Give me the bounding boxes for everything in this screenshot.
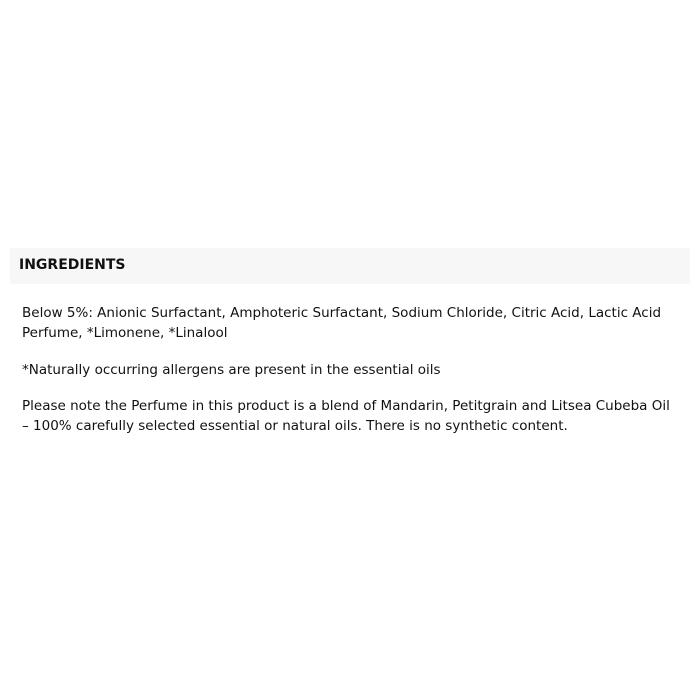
section-title: INGREDIENTS — [19, 257, 126, 273]
allergen-note: *Naturally occurring allergens are present in the essential oils — [22, 362, 441, 378]
perfume-note-line-1: Please note the Perfume in this product is a blend of Mandarin, Petitgrain and Litsea Cubeba Oil — [22, 398, 670, 414]
ingredients-header — [10, 248, 690, 284]
ingredients-list-line-1: Below 5%: Anionic Surfactant, Amphoteric Surfactant, Sodium Chloride, Citric Acid, Lactic Acid — [22, 305, 662, 321]
ingredients-list-line-2: Perfume, *Limonene, *Linalool — [22, 325, 228, 341]
ingredients-content — [22, 303, 692, 436]
perfume-note-line-2: – 100% carefully selected essential or natural oils. There is no synthetic content. — [22, 418, 568, 434]
